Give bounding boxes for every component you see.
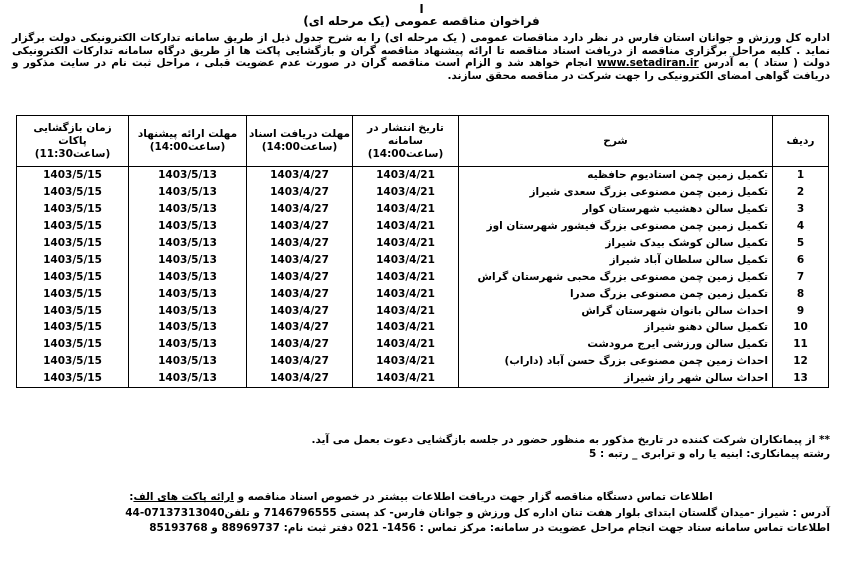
cell-receive-deadline: 1403/4/27 [247,370,353,387]
cell-publish-date: 1403/4/21 [353,251,459,268]
cell-submit-deadline: 1403/5/13 [129,353,247,370]
cell-description: تکمیل زمین چمن مصنوعی بزرگ صدرا [459,285,773,302]
cell-publish-date: 1403/4/21 [353,218,459,235]
cell-submit-deadline: 1403/5/13 [129,319,247,336]
cell-row-number: 2 [773,184,829,201]
table-row [17,319,829,336]
cell-submit-deadline: 1403/5/13 [129,285,247,302]
col-header-submit-deadline: مهلت ارائه پیشنهاد (ساعت14:00) [129,116,247,167]
note-invitation: ** از پیمانکاران شرکت کننده در تاریخ مذکور به منظور حضور در جلسه بازگشایی دعوت بعمل می آید. [311,434,830,446]
cell-description: تکمیل زمین چمن مصنوعی بزرگ سعدی شیراز [459,184,773,201]
header-mark: ا [419,2,424,16]
cell-publish-date: 1403/4/21 [353,235,459,252]
cell-receive-deadline: 1403/4/27 [247,251,353,268]
cell-description: تکمیل زمین چمن استادیوم حافظیه [459,167,773,184]
cell-row-number: 13 [773,370,829,387]
cell-row-number: 11 [773,336,829,353]
cell-publish-date: 1403/4/21 [353,268,459,285]
contact-heading [12,490,830,506]
cell-publish-date: 1403/4/21 [353,302,459,319]
cell-publish-date: 1403/4/21 [353,370,459,387]
cell-row-number: 5 [773,235,829,252]
cell-row-number: 6 [773,251,829,268]
table-row [17,285,829,302]
col-header-description: شرح [459,116,773,167]
cell-receive-deadline: 1403/4/27 [247,319,353,336]
cell-publish-date: 1403/4/21 [353,184,459,201]
table-row [17,167,829,184]
cell-description: احداث سالن شهر راز شیراز [459,370,773,387]
cell-row-number: 10 [773,319,829,336]
cell-submit-deadline: 1403/5/13 [129,201,247,218]
cell-row-number: 7 [773,268,829,285]
cell-publish-date: 1403/4/21 [353,201,459,218]
cell-opening-date: 1403/5/15 [17,319,129,336]
cell-description: تکمیل زمین چمن مصنوعی بزرگ فیشور شهرستان اوز [459,218,773,235]
contact-heading-underlined: ارائه پاکت های الف [133,491,234,503]
note-contractor-field: رشته پیمانکاری: ابنیه یا راه و ترابری _ رتبه : 5 [589,448,830,460]
cell-description: تکمیل سالن دهنو شیراز [459,319,773,336]
cell-opening-date: 1403/5/15 [17,251,129,268]
cell-opening-date: 1403/5/15 [17,235,129,252]
table-row [17,218,829,235]
col-header-publish-date: تاریخ انتشار در سامانه (ساعت14:00) [353,116,459,167]
cell-publish-date: 1403/4/21 [353,285,459,302]
cell-opening-date: 1403/5/15 [17,268,129,285]
table-row [17,184,829,201]
cell-publish-date: 1403/4/21 [353,336,459,353]
contact-setad-info: اطلاعات تماس سامانه ستاد جهت انجام مراحل عضویت در سامانه: مرکز تماس : 1456- 021 دفتر ثبت نام: 88969737 و 85193768 [149,522,830,534]
intro-paragraph [12,32,830,82]
cell-row-number: 12 [773,353,829,370]
cell-submit-deadline: 1403/5/13 [129,302,247,319]
website-link[interactable]: www.setadiran.ir [597,57,699,69]
cell-description: تکمیل سالن دهشیب شهرستان کوار [459,201,773,218]
table-row [17,370,829,387]
cell-description: تکمیل سالن سلطان آباد شیراز [459,251,773,268]
table-row [17,336,829,353]
table-row [17,235,829,252]
cell-receive-deadline: 1403/4/27 [247,218,353,235]
table-body [17,167,829,388]
cell-row-number: 8 [773,285,829,302]
cell-opening-date: 1403/5/15 [17,184,129,201]
cell-receive-deadline: 1403/4/27 [247,353,353,370]
cell-submit-deadline: 1403/5/13 [129,336,247,353]
cell-opening-date: 1403/5/15 [17,167,129,184]
contact-heading-text: اطلاعات تماس دستگاه مناقصه گزار جهت دریافت اطلاعات بیشتر در خصوص اسناد مناقصه و [237,491,713,503]
notes-block [12,433,830,461]
cell-description: احداث سالن بانوان شهرستان گراش [459,302,773,319]
cell-submit-deadline: 1403/5/13 [129,184,247,201]
cell-receive-deadline: 1403/4/27 [247,336,353,353]
cell-opening-date: 1403/5/15 [17,302,129,319]
cell-publish-date: 1403/4/21 [353,167,459,184]
cell-publish-date: 1403/4/21 [353,319,459,336]
cell-description: تکمیل سالن کوشک بیدک شیراز [459,235,773,252]
table-row [17,201,829,218]
cell-submit-deadline: 1403/5/13 [129,268,247,285]
cell-publish-date: 1403/4/21 [353,353,459,370]
table-row [17,302,829,319]
cell-receive-deadline: 1403/4/27 [247,235,353,252]
cell-opening-date: 1403/5/15 [17,353,129,370]
contact-heading-colon: : [129,491,134,503]
cell-receive-deadline: 1403/4/27 [247,268,353,285]
cell-submit-deadline: 1403/5/13 [129,167,247,184]
cell-opening-date: 1403/5/15 [17,218,129,235]
col-header-row-number: ردیف [773,116,829,167]
cell-description: تکمیل زمین چمن مصنوعی بزرگ محبی شهرستان گراش [459,268,773,285]
cell-row-number: 9 [773,302,829,319]
cell-submit-deadline: 1403/5/13 [129,370,247,387]
page-title: فراخوان مناقصه عمومی (یک مرحله ای) [303,14,540,28]
cell-row-number: 3 [773,201,829,218]
cell-submit-deadline: 1403/5/13 [129,251,247,268]
cell-row-number: 4 [773,218,829,235]
table-row [17,353,829,370]
cell-receive-deadline: 1403/4/27 [247,201,353,218]
intro-text-2: انجام خواهد شد و الزام است مناقصه گران در صورت عدم عضویت قبلی ، مراحل ثبت نام در سایت مذکور و دریافت گواهی امضای الکترونیکی را جهت شرکت در مناقصه محقق سازند. [12,57,830,82]
cell-opening-date: 1403/5/15 [17,336,129,353]
table-header-row [17,116,829,167]
cell-receive-deadline: 1403/4/27 [247,167,353,184]
contact-address: آدرس : شیراز -میدان گلستان ابتدای بلوار هفت تنان اداره کل ورزش و جوانان فارس- کد پستی 7146796555 و تلفن07137313040-44 [125,506,830,519]
cell-opening-date: 1403/5/15 [17,285,129,302]
intro-text-1: اداره کل ورزش و جوانان استان فارس در نظر دارد مناقصات عمومی ( یک مرحله ای) را به شرح جدول ذیل از طریق سامانه تدارکات الکترونیکی دولت برگزار نماید . کلیه مراحل برگزاری مناقصه از دریافت اسناد مناقصه تا ارائه پیشنهاد مناقصه گران و بازگشایی پاکت ها از طریق درگاه سامانه تدارکات الکترونیکی دولت ( ستاد ) به آدرس [12,32,831,69]
col-header-opening-time: زمان بازگشایی پاکات (ساعت11:30) [17,116,129,167]
tender-table [16,115,829,388]
cell-row-number: 1 [773,167,829,184]
cell-opening-date: 1403/5/15 [17,370,129,387]
cell-opening-date: 1403/5/15 [17,201,129,218]
col-header-receive-deadline: مهلت دریافت اسناد (ساعت14:00) [247,116,353,167]
contact-block [12,490,830,537]
table-row [17,251,829,268]
cell-description: تکمیل سالن ورزشی ایرج مرودشت [459,336,773,353]
cell-receive-deadline: 1403/4/27 [247,184,353,201]
cell-receive-deadline: 1403/4/27 [247,302,353,319]
table-row [17,268,829,285]
cell-description: احداث زمین چمن مصنوعی بزرگ حسن آباد (داراب) [459,353,773,370]
cell-receive-deadline: 1403/4/27 [247,285,353,302]
cell-submit-deadline: 1403/5/13 [129,218,247,235]
cell-submit-deadline: 1403/5/13 [129,235,247,252]
